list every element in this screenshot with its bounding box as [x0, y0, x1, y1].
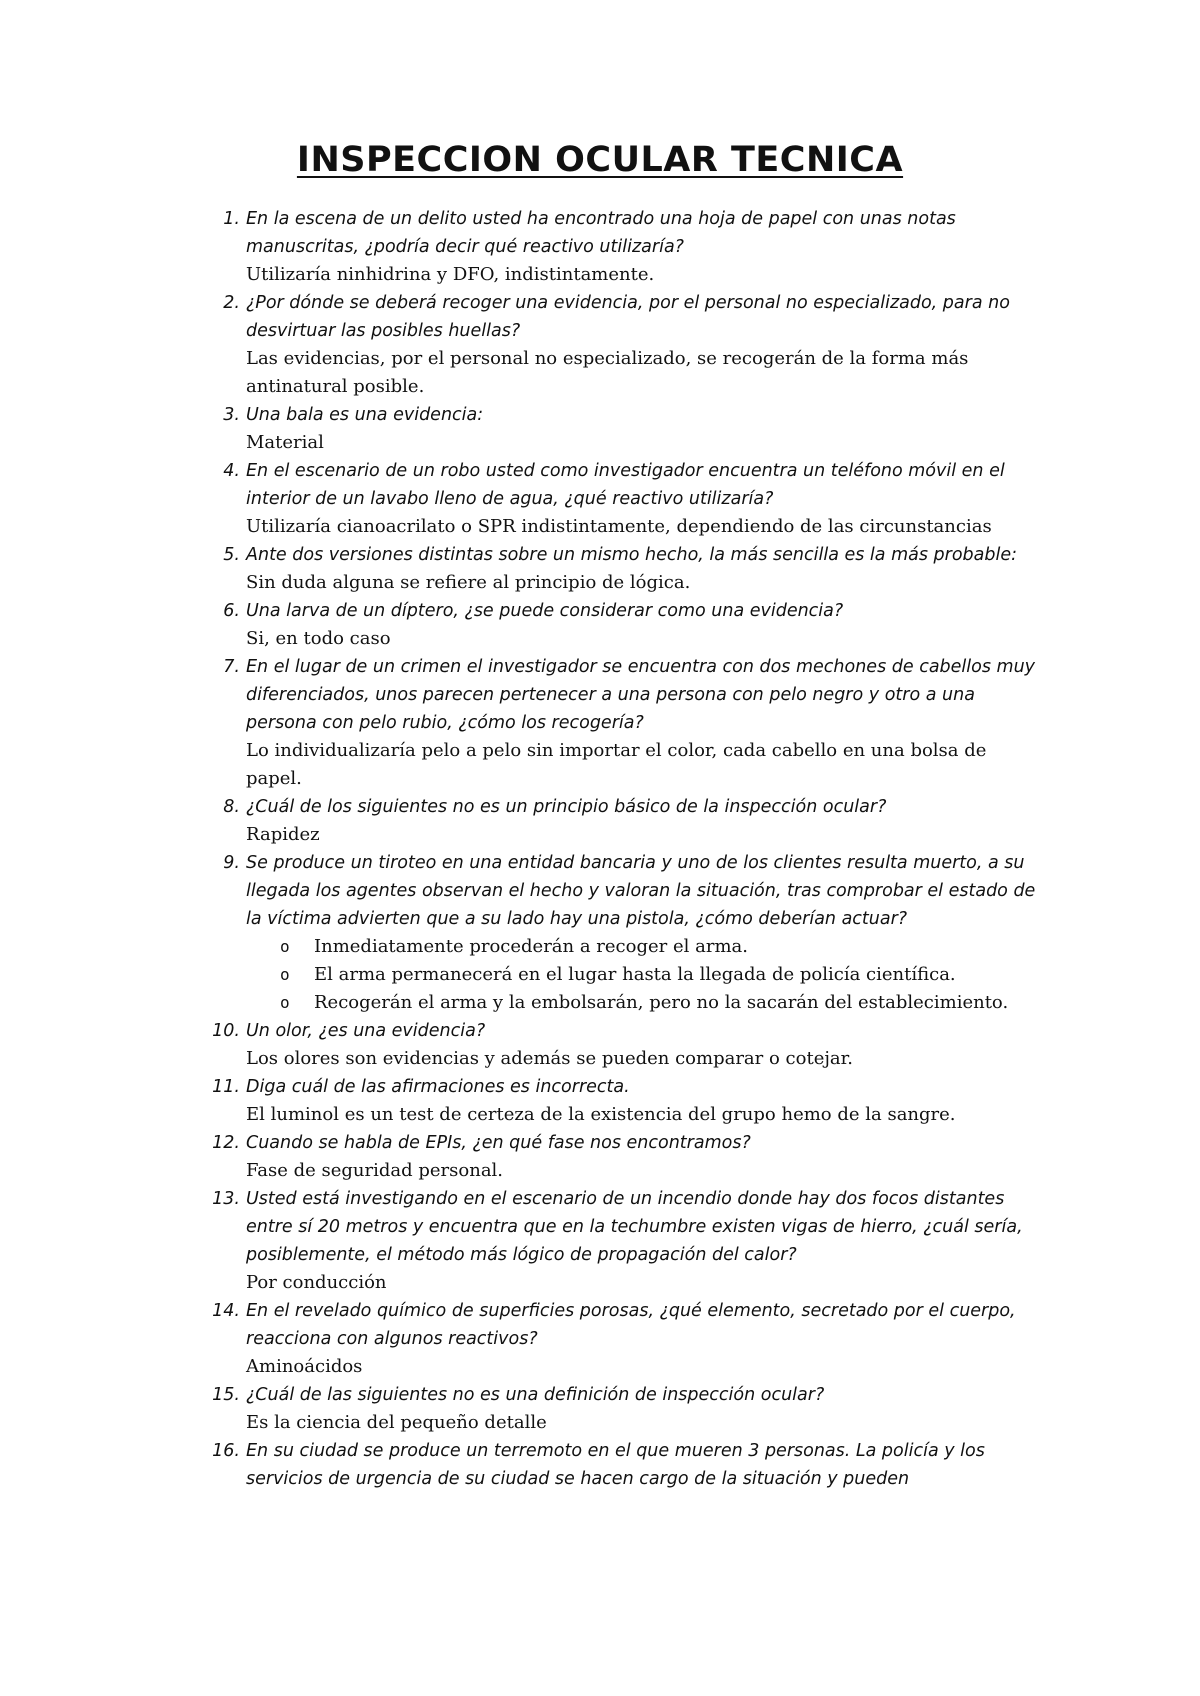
question-text: Usted está investigando en el escenario de un incendio donde hay dos focos distantes entre sí 20 metros y encuentra que en la techumbre existen vigas de hierro, ¿cuál sería, posiblemente, el método más lógico de propagación del calor? [246, 1189, 1023, 1265]
question-item-8 [204, 793, 1044, 849]
question-item-4 [204, 457, 1044, 541]
question-item-13 [204, 1185, 1044, 1297]
question-item-7 [204, 653, 1044, 793]
question-item-10 [204, 1017, 1044, 1073]
question-item-11 [204, 1073, 1044, 1129]
question-text: En el escenario de un robo usted como investigador encuentra un teléfono móvil en el interior de un lavabo lleno de agua, ¿qué reactivo utilizaría? [246, 461, 1005, 509]
question-text: En el revelado químico de superficies porosas, ¿qué elemento, secretado por el cuerpo, reacciona con algunos reactivos? [246, 1301, 1016, 1349]
answer-option [246, 933, 1044, 961]
question-text: Cuando se habla de EPIs, ¿en qué fase nos encontramos? [246, 1133, 751, 1153]
question-text: Un olor, ¿es una evidencia? [246, 1021, 486, 1041]
question-text: ¿Por dónde se deberá recoger una evidencia, por el personal no especializado, para no desvirtuar las posibles huellas? [246, 293, 1010, 341]
question-item-16 [204, 1437, 1044, 1493]
question-number: 7. [223, 657, 240, 677]
question-item-2 [204, 289, 1044, 401]
option-text: Recogerán el arma y la embolsarán, pero no la sacarán del establecimiento. [314, 992, 1009, 1013]
question-text: Se produce un tiroteo en una entidad bancaria y uno de los clientes resulta muerto, a su llegada los agentes observan el hecho y valoran la situación, tras comprobar el estado de la víctima advierten que a su lado hay una pistola, ¿cómo deberían actuar? [246, 853, 1036, 929]
question-item-15 [204, 1381, 1044, 1437]
question-number: 9. [223, 853, 240, 873]
answer-option [246, 989, 1044, 1017]
answer-option [246, 961, 1044, 989]
answer-text: Fase de seguridad personal. [246, 1160, 504, 1181]
question-number: 12. [212, 1133, 240, 1153]
question-item-6 [204, 597, 1044, 653]
answer-options [246, 933, 1044, 1017]
answer-text: Rapidez [246, 824, 320, 845]
question-number: 8. [223, 797, 240, 817]
question-text: ¿Cuál de las siguientes no es una definición de inspección ocular? [246, 1385, 825, 1405]
question-number: 2. [223, 293, 240, 313]
answer-text: Material [246, 432, 324, 453]
question-number: 3. [223, 405, 240, 425]
question-text: Una bala es una evidencia: [246, 405, 484, 425]
question-list [204, 205, 1044, 1493]
option-bullet: o [280, 965, 290, 984]
option-bullet: o [280, 937, 290, 956]
answer-text: Utilizaría ninhidrina y DFO, indistintamente. [246, 264, 655, 285]
answer-text: Los olores son evidencias y además se pueden comparar o cotejar. [246, 1048, 854, 1069]
option-text: El arma permanecerá en el lugar hasta la llegada de policía científica. [314, 964, 956, 985]
question-number: 4. [223, 461, 240, 481]
question-text: En el lugar de un crimen el investigador se encuentra con dos mechones de cabellos muy diferenciados, unos parecen pertenecer a una persona con pelo negro y otro a una persona con pelo rubio, ¿cómo los recogería? [246, 657, 1036, 733]
question-item-3 [204, 401, 1044, 457]
question-text: En su ciudad se produce un terremoto en el que mueren 3 personas. La policía y los servicios de urgencia de su ciudad se hacen cargo de la situación y pueden [246, 1441, 985, 1489]
question-item-1 [204, 205, 1044, 289]
question-number: 6. [223, 601, 240, 621]
answer-text: Es la ciencia del pequeño detalle [246, 1412, 547, 1433]
question-number: 15. [212, 1385, 240, 1405]
option-text: Inmediatamente procederán a recoger el arma. [314, 936, 748, 957]
question-number: 5. [223, 545, 240, 565]
answer-text: Si, en todo caso [246, 628, 391, 649]
question-item-14 [204, 1297, 1044, 1381]
question-item-5 [204, 541, 1044, 597]
question-text: Ante dos versiones distintas sobre un mismo hecho, la más sencilla es la más probable: [246, 545, 1017, 565]
question-text: Una larva de un díptero, ¿se puede considerar como una evidencia? [246, 601, 844, 621]
question-number: 14. [212, 1301, 240, 1321]
answer-text: Por conducción [246, 1272, 387, 1293]
option-bullet: o [280, 993, 290, 1012]
answer-text: Aminoácidos [246, 1356, 363, 1377]
question-text: ¿Cuál de los siguientes no es un principio básico de la inspección ocular? [246, 797, 887, 817]
question-number: 11. [212, 1077, 240, 1097]
question-item-12 [204, 1129, 1044, 1185]
answer-text: Utilizaría cianoacrilato o SPR indistintamente, dependiendo de las circunstancias [246, 516, 992, 537]
document-title: INSPECCION OCULAR TECNICA [296, 140, 904, 180]
question-number: 13. [212, 1189, 240, 1209]
question-number: 1. [223, 209, 240, 229]
answer-text: Sin duda alguna se refiere al principio de lógica. [246, 572, 691, 593]
question-number: 16. [212, 1441, 240, 1461]
answer-text: Lo individualizaría pelo a pelo sin importar el color, cada cabello en una bolsa de papel. [246, 740, 987, 789]
answer-text: Las evidencias, por el personal no especializado, se recogerán de la forma más antinatural posible. [246, 348, 969, 397]
question-text: En la escena de un delito usted ha encontrado una hoja de papel con unas notas manuscritas, ¿podría decir qué reactivo utilizaría? [246, 209, 956, 257]
question-item-9 [204, 849, 1044, 1017]
answer-text: El luminol es un test de certeza de la existencia del grupo hemo de la sangre. [246, 1104, 956, 1125]
question-text: Diga cuál de las afirmaciones es incorrecta. [246, 1077, 630, 1097]
question-number: 10. [212, 1021, 240, 1041]
